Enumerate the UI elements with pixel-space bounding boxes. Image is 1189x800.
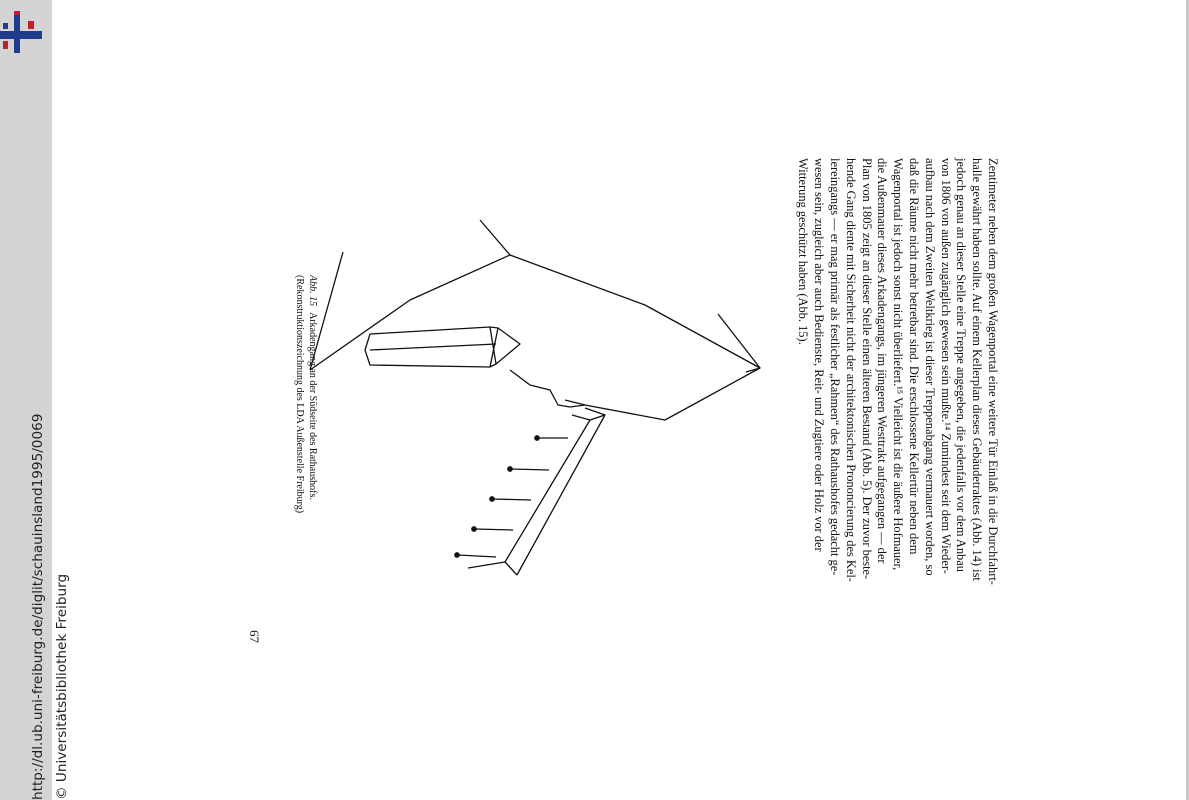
page-number: 67 (247, 630, 262, 643)
caption-text: Arkadengang an der Südseite des Rathaushofs. (307, 312, 318, 500)
body-line: aufbau nach dem Zweiten Weltkrieg ist dieser Treppenabgang vermauert worden, so (922, 158, 937, 576)
body-line: halle gewährt haben sollte. Auf einem Kellerplan dieses Gebäudetraktes (Abb. 14) ist (970, 158, 985, 581)
body-text (795, 158, 1000, 643)
body-line: Witterung geschützt haben (Abb. 15). (796, 158, 811, 345)
body-line: Zentimeter neben dem großen Wagenportal eine weitere Tür Einlaß in die Durchfahrt- (986, 158, 1000, 585)
caption-line-2: (Rekonstruktionszeichnung des LDA Außenstelle Freiburg) (294, 275, 305, 514)
body-line: jedoch genau an dieser Stelle eine Treppe angegeben, die jedenfalls vor dem Anbau (954, 158, 969, 572)
body-line: die Außenmauer dieses Arkadengangs, im jüngeren Westtrakt aufgegangen — der (875, 158, 890, 564)
body-line: von 1806 von außen zugänglich gewesen sein mußte.¹⁴ Zumindest seit dem Wieder- (938, 158, 953, 574)
arcade-reconstruction-drawing (300, 210, 780, 590)
source-info (26, 380, 74, 800)
body-line: Wagenportal ist jedoch sonst nicht überliefert.¹⁵ Vielleicht ist die äußere Hofmauer, (891, 158, 906, 571)
caption-label: Abb. 15 (307, 275, 318, 307)
body-line: daß die Räume nicht mehr betretbar sind. Die erschlossene Kellertür neben dem (907, 158, 922, 555)
body-line: hende Gang diente mit Sicherheit nicht der architektonischen Prononcierung des Kel- (843, 158, 858, 582)
figure-caption (293, 275, 319, 545)
source-url[interactable]: http://dl.ub.uni-freiburg.de/diglit/schauinsland1995/0069 (30, 413, 46, 800)
body-line: lereingangs — er mag primär als festlicher „Rahmen“ des Rathaushofes gedacht ge- (828, 158, 843, 576)
body-line: wesen sein, zugleich aber auch Bedienste, Reit- und Zugtiere oder Holz vor der (812, 158, 827, 552)
viewer-sidebar (0, 0, 70, 800)
ub-freiburg-logo-icon (0, 9, 44, 53)
copyright-notice: © Universitätsbibliothek Freiburg (54, 573, 70, 800)
body-line: Plan von 1805 zeigt an dieser Stelle einen älteren Bestand (Abb. 5). Der zuvor beste- (859, 158, 874, 580)
caption-line-1 (306, 275, 319, 545)
